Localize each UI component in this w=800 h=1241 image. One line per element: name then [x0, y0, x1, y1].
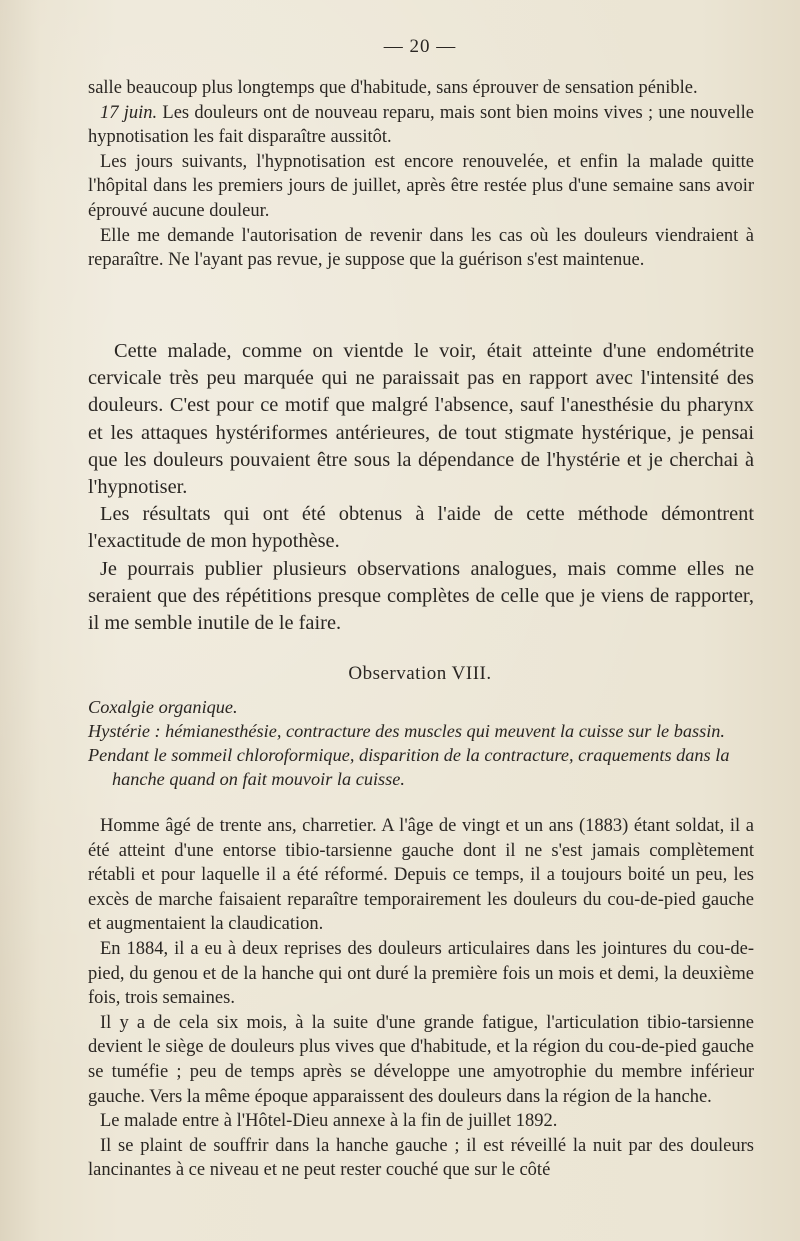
- paragraph: En 1884, il a eu à deux reprises des douleurs articulaires dans les jointures du cou-de-pied, du genou et de la hanche qui ont duré la première fois un mois et demi, la deuxième fois, trois semaines.: [88, 938, 754, 1009]
- paragraph: Les jours suivants, l'hypnotisation est encore renouvelée, et enfin la malade quitte l'hôpital dans les premiers jours de juillet, après être restée plus d'une semaine sans avoir éprouvé aucune douleur.: [88, 151, 754, 221]
- paragraph: Cette malade, comme on vientde le voir, était atteinte d'une endométrite cervicale très peu marquée qui ne paraissait pas en rapport avec l'intensité des douleurs. C'est pour ce motif que malgré l'absence, sauf l'anesthésie du pharynx et les attaques hystériformes antérieures, de tout stigmate hystérique, je pensai que les douleurs pouvaient être sous la dépendance de l'hystérie et je cherchai à l'hypnotiser.: [88, 340, 754, 499]
- paragraph: Le malade entre à l'Hôtel-Dieu annexe à la fin de juillet 1892.: [100, 1111, 558, 1132]
- opening-paragraphs: [88, 76, 754, 273]
- page-number: — 20 —: [383, 36, 457, 57]
- paragraph: Elle me demande l'autorisation de revenir dans les cas où les douleurs viendraient à reparaître. Ne l'ayant pas revue, je suppose que la guérison s'est maintenue.: [88, 225, 754, 271]
- date-label: 17 juin.: [100, 102, 158, 123]
- paragraph: Il se plaint de souffrir dans la hanche gauche ; il est réveillé la nuit par des douleurs lancinantes à ce niveau et ne peut rester couché que sur le côté: [88, 1135, 754, 1181]
- observation-heading: Observation VIII.: [348, 663, 492, 684]
- paragraph: Les résultats qui ont été obtenus à l'aide de cette méthode démontrent l'exactitude de mon hypothèse.: [88, 503, 754, 553]
- commentary-paragraphs: [88, 338, 754, 637]
- paragraph-dated: [88, 101, 754, 150]
- paragraph-text: Les douleurs ont de nouveau reparu, mais sont bien moins vives ; une nouvelle hypnotisation les fait disparaître aussitôt.: [88, 102, 755, 148]
- paragraph: Homme âgé de trente ans, charretier. A l'âge de vingt et un ans (1883) étant soldat, il a été atteint d'une entorse tibio-tarsienne gauche dont il ne s'est jamais complètement rétabli et pour laquelle il a été réformé. Depuis ce temps, il a toujours boité un peu, les excès de marche faisaient reparaître temporairement les douleurs du cou-de-pied gauche et augmentaient la claudication.: [88, 816, 754, 935]
- paragraph: salle beaucoup plus longtemps que d'habitude, sans éprouver de sensation pénible.: [88, 78, 698, 98]
- subtitle: Hystérie : hémianesthésie, contracture des muscles qui meuvent la cuisse sur le bassin.: [88, 721, 726, 741]
- case-paragraphs: [88, 814, 754, 1183]
- paragraph: Je pourrais publier plusieurs observations analogues, mais comme elles ne seraient que des répétitions presque complètes de celle que je viens de rapporter, il me semble inutile de le faire.: [88, 557, 754, 635]
- paragraph: Il y a de cela six mois, à la suite d'une grande fatigue, l'articulation tibio-tarsienne devient le siège de douleurs plus vives que d'habitude, et la région du cou-de-pied gauche se tuméfie ; peu de temps après se développe une amyotrophie du membre inférieur gauche. Vers la même époque apparaissent des douleurs dans la région de la hanche.: [88, 1012, 754, 1107]
- subtitle: Coxalgie organique.: [88, 697, 238, 717]
- observation-subtitles: [88, 695, 758, 791]
- subtitle: Pendant le sommeil chloroformique, disparition de la contracture, craquements dans la hanche quand on fait mouvoir la cuisse.: [88, 745, 730, 789]
